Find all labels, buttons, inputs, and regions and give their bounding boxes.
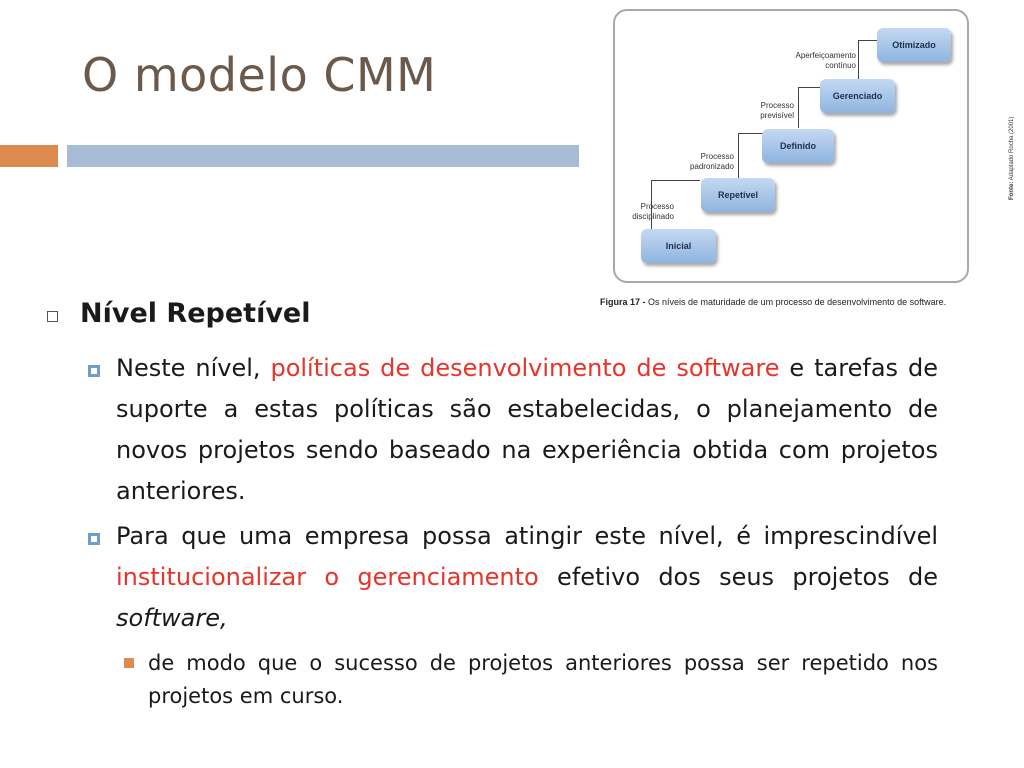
level-label-repetivel [600,202,674,222]
level-step-inicial: Inicial [641,229,716,263]
label-line: disciplinado [632,212,674,221]
level-label-definido [660,152,734,172]
level-step-definido: Definido [762,129,834,163]
level-step-gerenciado: Gerenciado [820,79,895,113]
bullet-heading [47,298,937,329]
figure-source [1009,117,1015,200]
label-line: Processo [700,152,734,161]
label-line: contínuo [825,61,856,70]
source-label: Fonte: [1009,181,1015,200]
source-text: Adaptado Rocha (2001) [1009,116,1015,182]
bullet-paragraph-2 [88,523,938,639]
paragraph-2 [116,516,938,639]
bullet-paragraph-3 [124,648,938,713]
label-line: Processo [640,202,674,211]
p1-text-b: e tarefas de suporte a estas políticas são estabelecidas, o planejamento de novos projetos sendo baseado na experiência obtida com projetos anteriores. [116,354,938,505]
p2-highlight: institucionalizar o gerenciamento [116,563,539,591]
caption-text: Os níveis de maturidade de um processo de desenvolvimento de software. [645,297,947,307]
p2-italic: software, [116,604,228,632]
heading-text: Nível Repetível [80,298,311,329]
p1-text-a: Neste nível, [116,354,271,382]
paragraph-3: de modo que o sucesso de projetos anteriores possa ser repetido nos projetos em curso. [148,651,938,708]
accent-bar-orange [0,145,58,167]
p2-text-a: Para que uma empresa possa atingir este nível, é imprescindível [116,522,938,550]
p2-text-b: efetivo dos seus projetos de [538,563,938,591]
label-line: padronizado [689,162,734,171]
slide-title: O modelo CMM [82,48,437,102]
level-step-repetivel: Repetível [701,178,775,212]
label-line: Processo [760,101,794,110]
filled-square-bullet-icon [124,658,134,668]
accent-bar-blue [67,145,579,167]
hollow-square-bullet-icon [47,311,58,322]
square-bullet-icon [88,533,100,545]
p1-highlight: políticas de desenvolvimento de software [270,354,780,382]
connector-line [858,40,877,81]
paragraph-1 [116,348,938,512]
label-line: previsível [760,111,794,120]
level-step-otimizado: Otimizado [877,28,951,62]
square-bullet-icon [88,365,100,377]
bullet-paragraph-1 [88,355,938,512]
level-label-gerenciado [720,101,794,121]
label-line: Aperfeiçoamento [795,51,856,60]
level-label-otimizado [782,51,856,71]
connector-line [798,87,821,128]
caption-label: Figura 17 - [600,297,646,307]
